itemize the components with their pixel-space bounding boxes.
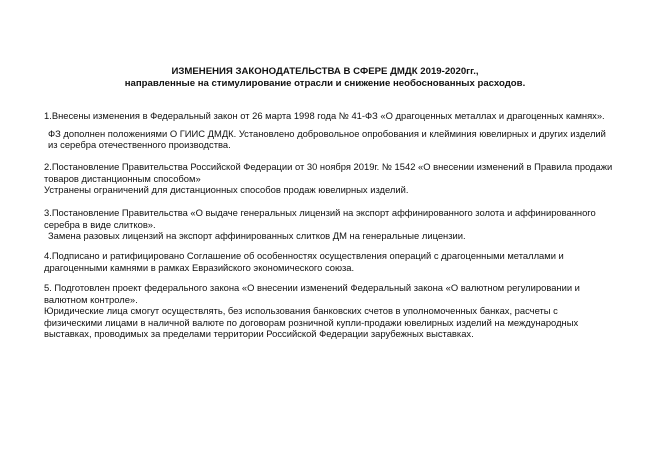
title-line-2: направленные на стимулирование отрасли и снижение необоснованных расходов. [124,78,526,89]
item-5-line-4: физическими лицами в наличной валюте по договорам розничной купли-продажи ювелирных изделий на международных [44,316,579,328]
title-line-1: ИЗМЕНЕНИЯ ЗАКОНОДАТЕЛЬСТВА В СФЕРЕ ДМДК 2019-2020гг., [171,66,479,77]
document-title [0,66,650,90]
item-5-line-3: Юридические лица смогут осуществлять, без использования банковских счетов в уполномоченных банках, расчеты с [44,305,558,317]
item-5-line-5: выставках, проводимых за пределами территории Российской Федерации зарубежных выставках. [44,328,474,340]
item-1-line-2: ФЗ дополнен положениями О ГИИС ДМДК. Установлено добровольное опробования и клейминия ювелирных и других изделий [48,127,606,139]
item-3-line-1: 3.Постановление Правительства «О выдаче генеральных лицензий на экспорт аффинированного золота и аффинированного [44,207,596,218]
item-3-line-2: серебра в виде слитков». [44,218,156,230]
item-5-line-1: 5. Подготовлен проект федерального закона «О внесении изменений Федеральный закона «О валютном регулировании и [44,282,580,293]
item-1-line-3: из серебра отечественного производства. [48,139,231,151]
item-5 [44,282,612,340]
item-3 [44,207,612,242]
item-4-line-2: драгоценными камнями в рамках Евразийского экономического союза. [44,261,355,273]
item-2-line-2: товаров дистанционным способом» [44,172,201,184]
item-1 [44,110,612,151]
item-3-line-3: Замена разовых лицензий на экспорт аффинированных слитков ДМ на генеральные лицензии. [48,230,466,242]
item-2-line-3: Устранены ограничений для дистанционных способов продаж ювелирных изделий. [44,184,409,196]
item-4 [44,250,612,273]
item-2-line-1: 2.Постановление Правительства Российской Федерации от 30 ноября 2019г. № 1542 «О внесении изменений в Правила продажи [44,161,613,172]
item-1-line-1: 1.Внесены изменения в Федеральный закон от 26 марта 1998 года № 41-ФЗ «О драгоценных металлах и драгоценных камнях». [44,110,605,121]
item-5-line-2: валютном контроле». [44,293,138,305]
item-4-line-1: 4.Подписано и ратифицировано Соглашение об особенностях осуществления операций с драгоценными металлами и [44,250,564,261]
item-2 [44,161,612,196]
